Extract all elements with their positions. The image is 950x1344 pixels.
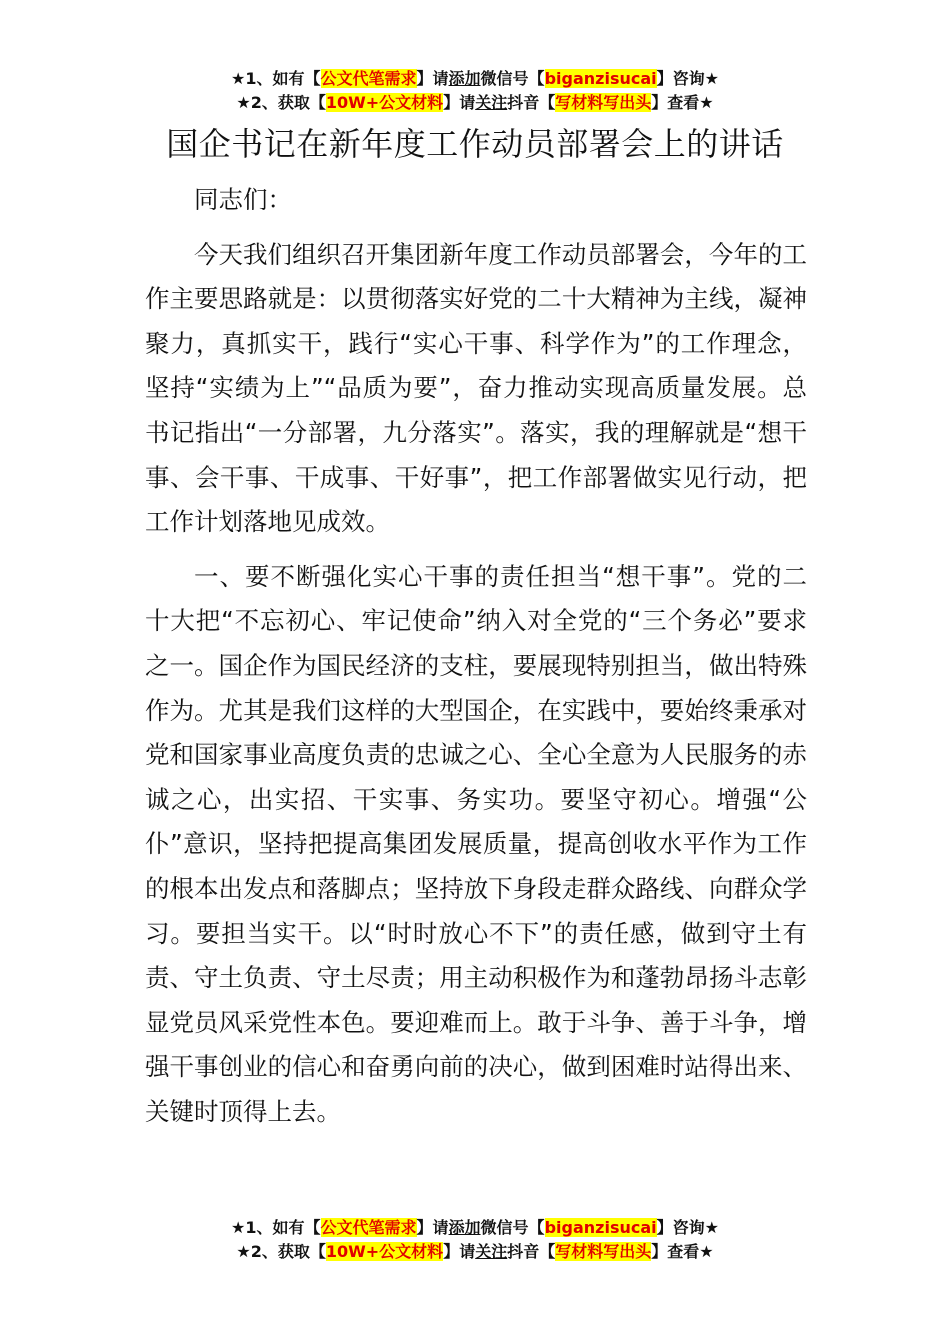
highlight-materials: 10W+公文材料 xyxy=(325,1242,444,1261)
banner-text: 】请 xyxy=(416,69,449,88)
banner-line-2 xyxy=(0,1240,950,1264)
highlight-wechat-id: biganzisucai xyxy=(544,1218,657,1237)
banner-text: 】咨询★ xyxy=(656,1218,719,1237)
banner-line-1 xyxy=(0,67,950,91)
banner-text: 】查看★ xyxy=(651,93,714,112)
document-title: 国企书记在新年度工作动员部署会上的讲话 xyxy=(166,125,784,163)
underlined-text: 添加 xyxy=(448,69,481,88)
document-body xyxy=(145,178,807,1144)
underlined-text: 关注 xyxy=(475,1242,508,1261)
highlight-service: 公文代笔需求 xyxy=(320,69,417,88)
footer-banner xyxy=(0,1216,950,1264)
underlined-text: 关注 xyxy=(475,93,508,112)
banner-text: 】请 xyxy=(443,1242,476,1261)
paragraph: 今天我们组织召开集团新年度工作动员部署会，今年的工作主要思路就是：以贯彻落实好党的二十大精神为主线，凝神聚力，真抓实干，践行“实心干事、科学作为”的工作理念，坚持“实绩为上”“品质为要”，奋力推动实现高质量发展。总书记指出“一分部署，九分落实”。落实，我的理解就是“想干事、会干事、干成事、干好事”，把工作部署做实见行动，把工作计划落地见成效。 xyxy=(145,239,807,537)
banner-text: 】查看★ xyxy=(651,1242,714,1261)
header-banner xyxy=(0,67,950,115)
highlight-service: 公文代笔需求 xyxy=(320,1218,417,1237)
salutation: 同志们： xyxy=(194,185,292,214)
banner-text: ★2、获取【 xyxy=(236,93,326,112)
banner-text: 微信号【 xyxy=(480,69,545,88)
highlight-douyin-id: 写材料写出头 xyxy=(555,1242,652,1261)
banner-text: 抖音【 xyxy=(507,93,556,112)
banner-line-2 xyxy=(0,91,950,115)
banner-text: ★1、如有【 xyxy=(231,69,321,88)
paragraph: 一、要不断强化实心干事的责任担当“想干事”。党的二十大把“不忘初心、牢记使命”纳入对全党的“三个务必”要求之一。国企作为国民经济的支柱，要展现特别担当，做出特殊作为。尤其是我们这样的大型国企，在实践中，要始终秉承对党和国家事业高度负责的忠诚之心、全心全意为人民服务的赤诚之心，出实招、干实事、务实功。要坚守初心。增强“公仆”意识，坚持把提高集团发展质量，提高创收水平作为工作的根本出发点和落脚点；坚持放下身段走群众路线、向群众学习。要担当实干。以“时时放心不下”的责任感，做到守土有责、守土负责、守土尽责；用主动积极作为和蓬勃昂扬斗志彰显党员风采党性本色。要迎难而上。敢于斗争、善于斗争，增强干事创业的信心和奋勇向前的决心，做到困难时站得出来、关键时顶得上去。 xyxy=(145,561,807,1126)
banner-line-1 xyxy=(0,1216,950,1240)
underlined-text: 添加 xyxy=(448,1218,481,1237)
highlight-wechat-id: biganzisucai xyxy=(544,69,657,88)
highlight-douyin-id: 写材料写出头 xyxy=(555,93,652,112)
banner-text: 】咨询★ xyxy=(656,69,719,88)
banner-text: 】请 xyxy=(443,93,476,112)
banner-text: ★2、获取【 xyxy=(236,1242,326,1261)
banner-text: 微信号【 xyxy=(480,1218,545,1237)
banner-text: 抖音【 xyxy=(507,1242,556,1261)
banner-text: ★1、如有【 xyxy=(231,1218,321,1237)
highlight-materials: 10W+公文材料 xyxy=(325,93,444,112)
banner-text: 】请 xyxy=(416,1218,449,1237)
